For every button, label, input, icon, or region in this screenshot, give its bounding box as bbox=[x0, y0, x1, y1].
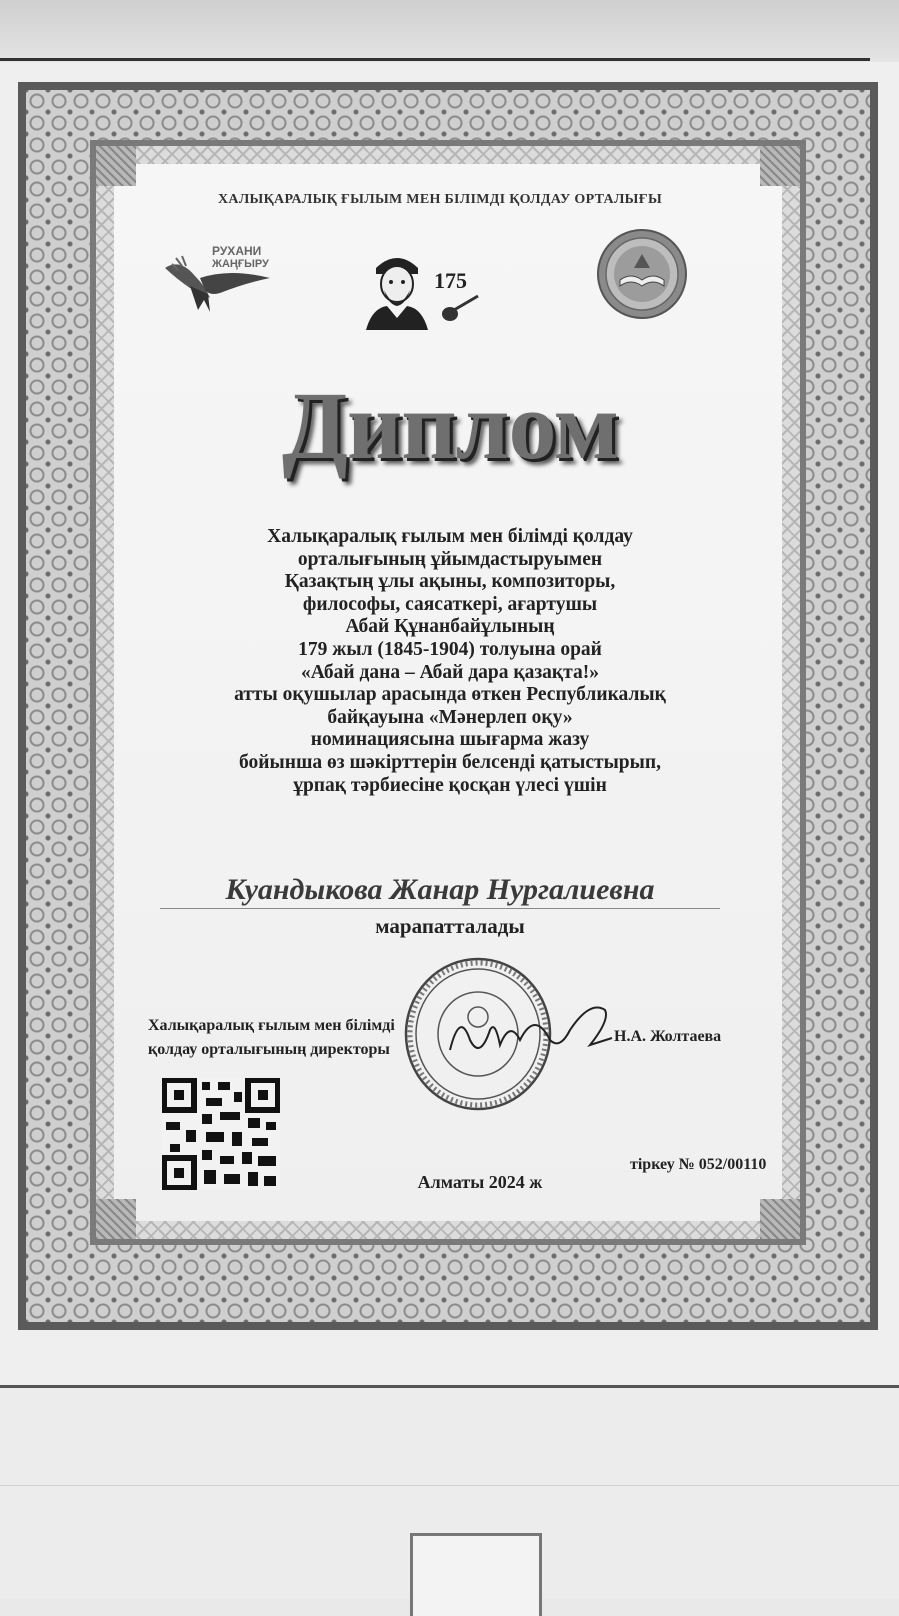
awarded-text: марапатталады bbox=[375, 914, 525, 938]
signature-icon bbox=[440, 990, 640, 1070]
body-line: Халықаралық ғылым мен білімді қолдау bbox=[267, 526, 633, 547]
logo-center-number: 175 bbox=[434, 268, 467, 293]
body-line: номинациясына шығарма жазу bbox=[310, 729, 590, 751]
body-line: философы, саясаткері, ағартушы bbox=[302, 593, 598, 615]
diploma-header: ХАЛЫҚАРАЛЫҚ ҒЫЛЫМ МЕН БІЛІМДІ ҚОЛДАУ ОРТАЛЫҒЫ bbox=[218, 192, 662, 207]
body-line: 179 жыл (1845-1904) толуына орай bbox=[298, 638, 602, 660]
top-shadow bbox=[0, 0, 899, 62]
director-title bbox=[148, 1014, 448, 1062]
top-edge-line bbox=[0, 58, 870, 61]
recipient-name: Куандыкова Жанар Нургалиевна bbox=[160, 872, 720, 909]
body-line: бойынша өз шәкірттерін белсенді қатыстырып, bbox=[239, 751, 661, 773]
diploma-title: Диплом bbox=[281, 372, 619, 479]
body-line: орталығының ұйымдастыруымен bbox=[297, 548, 603, 570]
abai-portrait-icon bbox=[362, 246, 432, 330]
logo-left-line2: ЖАҢҒЫРУ bbox=[212, 258, 269, 270]
diploma-body bbox=[150, 526, 750, 797]
body-line: ұрпақ тәрбиесіне қосқан үлесі үшін bbox=[293, 774, 607, 796]
abai-175-logo bbox=[362, 246, 492, 330]
body-line: «Абай дана – Абай дара қазақта!» bbox=[301, 661, 599, 683]
logo-left-line1: РУХАНИ bbox=[212, 244, 262, 258]
corner-ornament-top-left bbox=[96, 146, 136, 186]
book-emblem-icon bbox=[596, 228, 688, 320]
corner-ornament-top-right bbox=[760, 146, 800, 186]
registration-number: тіркеу № 052/00110 bbox=[630, 1156, 767, 1173]
city-year: Алматы 2024 ж bbox=[417, 1172, 543, 1192]
qr-code bbox=[162, 1078, 280, 1190]
body-line: атты оқушылар арасында өткен Республикалық bbox=[234, 684, 666, 706]
rukhani-zhangyru-logo bbox=[160, 238, 290, 316]
director-line1: Халықаралық ғылым мен білімді bbox=[148, 1017, 395, 1034]
director-name: Н.А. Жолтаева bbox=[614, 1028, 722, 1045]
qr-code-icon bbox=[162, 1078, 280, 1190]
bottom-box bbox=[410, 1533, 542, 1616]
corner-ornament-bottom-left bbox=[96, 1199, 136, 1239]
body-line: Қазақтың ұлы ақыны, композиторы, bbox=[284, 571, 616, 593]
under-sheet-line bbox=[0, 1485, 899, 1486]
education-emblem bbox=[596, 228, 688, 320]
corner-ornament-bottom-right bbox=[760, 1199, 800, 1239]
body-line: байқауына «Мәнерлеп оқу» bbox=[327, 706, 573, 728]
director-line2: қолдау орталығының директоры bbox=[148, 1041, 390, 1058]
body-line: Абай Құнанбайұлының bbox=[345, 616, 555, 638]
dombra-icon bbox=[440, 294, 480, 324]
director-signature bbox=[440, 990, 640, 1070]
